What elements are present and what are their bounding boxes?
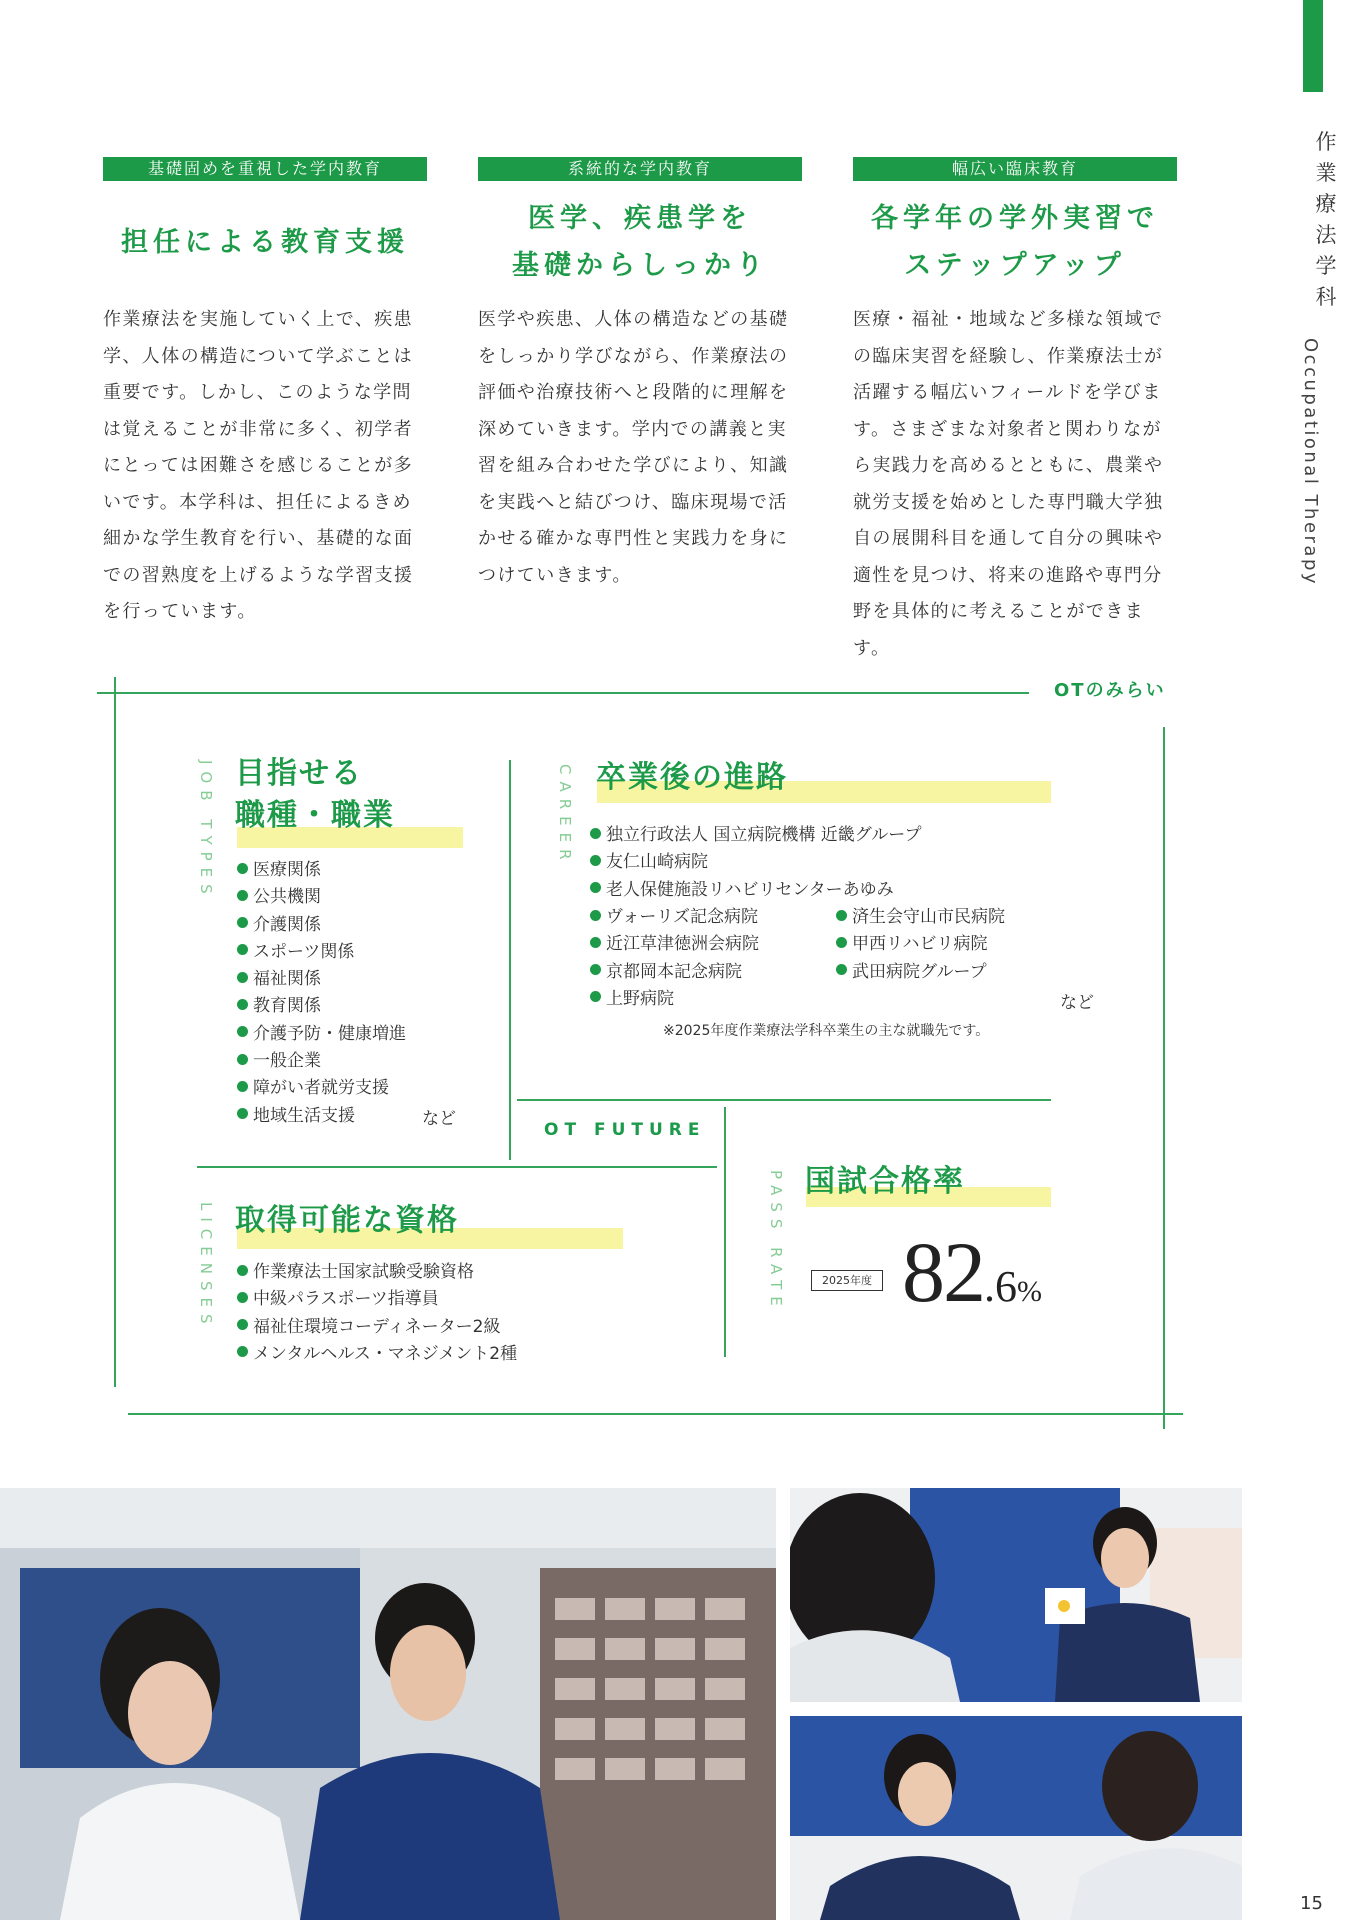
career-list-left bbox=[590, 904, 759, 1013]
column-tag: 基礎固めを重視した学内教育 bbox=[103, 157, 427, 181]
list-item: 甲西リハビリ病院 bbox=[836, 931, 1005, 958]
frame-line-top bbox=[97, 692, 1029, 694]
divider-horizontal-2 bbox=[197, 1166, 717, 1168]
job-types-en: JOB TYPES bbox=[197, 760, 215, 901]
list-item: スポーツ関係 bbox=[237, 939, 406, 966]
list-item: 介護関係 bbox=[237, 912, 406, 939]
licenses-list bbox=[237, 1259, 517, 1368]
list-item: 介護予防・健康増進 bbox=[237, 1021, 406, 1048]
career-note: ※2025年度作業療法学科卒業生の主な就職先です。 bbox=[663, 1023, 990, 1039]
frame-line-right bbox=[1163, 727, 1165, 1429]
photo-therapy-session-bottom bbox=[790, 1716, 1242, 1920]
list-item: 独立行政法人 国立病院機構 近畿グループ bbox=[590, 822, 921, 849]
pass-rate-value: 82.6% bbox=[902, 1224, 1042, 1320]
list-item: 近江草津徳洲会病院 bbox=[590, 931, 759, 958]
column-title: 各学年の学外実習で ステップアップ bbox=[871, 203, 1159, 281]
divider-vertical-2 bbox=[724, 1107, 726, 1357]
list-item: 作業療法士国家試験受験資格 bbox=[237, 1259, 517, 1286]
column-title: 医学、疾患学を 基礎からしっかり bbox=[512, 203, 768, 281]
list-item: 地域生活支援 bbox=[237, 1103, 406, 1130]
photo-students-large bbox=[0, 1488, 776, 1920]
career-list-full bbox=[590, 822, 921, 904]
divider-vertical-1 bbox=[509, 760, 511, 1160]
list-item: 福祉住環境コーディネーター2級 bbox=[237, 1314, 517, 1341]
list-item: 中級パラスポーツ指導員 bbox=[237, 1286, 517, 1313]
sidebar-title-jp: 作業療法学科 bbox=[1315, 130, 1337, 309]
list-item: 福祉関係 bbox=[237, 966, 406, 993]
licenses-title: 取得可能な資格 bbox=[235, 1203, 459, 1238]
list-item: 障がい者就労支援 bbox=[237, 1075, 406, 1102]
list-item: 公共機関 bbox=[237, 884, 406, 911]
ot-future-center-label: OT FUTURE bbox=[544, 1120, 706, 1140]
list-item: 京都岡本記念病院 bbox=[590, 959, 759, 986]
list-item: 武田病院グループ bbox=[836, 959, 1005, 986]
licenses-en: LICENSES bbox=[197, 1202, 215, 1331]
page-number: 15 bbox=[1300, 1893, 1323, 1914]
list-item: 済生会守山市民病院 bbox=[836, 904, 1005, 931]
job-types-title: 目指せる 職種・職業 bbox=[235, 756, 395, 833]
ot-future-label-jp: OTのみらい bbox=[1054, 680, 1166, 701]
column-body: 作業療法を実施していく上で、疾患学、人体の構造について学ぶことは重要です。しかし、このような学問は覚えることが非常に多く、初学者にとっては困難さを感じることが多いです。本学科は、担任によるきめ細かな学生教育を行い、基礎的な面での習熟度を上げるような学習支援を行っています。 bbox=[103, 309, 414, 622]
job-types-list bbox=[237, 857, 406, 1130]
list-item: 医療関係 bbox=[237, 857, 406, 884]
frame-line-bottom bbox=[128, 1413, 1183, 1415]
column-title: 担任による教育支援 bbox=[121, 227, 409, 258]
column-tag: 系統的な学内教育 bbox=[478, 157, 802, 181]
career-title: 卒業後の進路 bbox=[596, 760, 788, 795]
section-tab bbox=[1303, 0, 1323, 92]
frame-line-left bbox=[114, 677, 116, 1387]
list-item: 教育関係 bbox=[237, 993, 406, 1020]
column-body: 医学や疾患、人体の構造などの基礎をしっかり学びながら、作業療法の評価や治療技術へと段階的に理解を深めていきます。学内での講義と実習を組み合わせた学びにより、知識を実践へと結びつけ、臨床現場で活かせる確かな専門性と実践力を身につけていきます。 bbox=[478, 309, 789, 586]
divider-horizontal-1 bbox=[517, 1099, 1051, 1101]
photo-therapy-session-top bbox=[790, 1488, 1242, 1702]
pass-rate-en: PASS RATE bbox=[767, 1170, 785, 1313]
sidebar-title-en: Occupational Therapy bbox=[1300, 338, 1321, 587]
list-item: 上野病院 bbox=[590, 986, 759, 1013]
list-item: ヴォーリズ記念病院 bbox=[590, 904, 759, 931]
job-types-etc: など bbox=[422, 1109, 456, 1129]
career-etc: など bbox=[1060, 993, 1094, 1013]
career-list-right bbox=[836, 904, 1005, 986]
column-tag: 幅広い臨床教育 bbox=[853, 157, 1177, 181]
column-body: 医療・福祉・地域など多様な領域での臨床実習を経験し、作業療法士が活躍する幅広いフィールドを学びます。さまざまな対象者と関わりながら実践力を高めるとともに、農業や就労支援を始めとした専門職大学独自の展開科目を通して自分の興味や適性を見つけ、将来の進路や専門分野を具体的に考えることができます。 bbox=[853, 309, 1164, 659]
list-item: 友仁山崎病院 bbox=[590, 849, 921, 876]
pass-rate-title: 国試合格率 bbox=[805, 1164, 965, 1199]
list-item: 老人保健施設リハビリセンターあゆみ bbox=[590, 877, 921, 904]
list-item: メンタルヘルス・マネジメント2種 bbox=[237, 1341, 517, 1368]
list-item: 一般企業 bbox=[237, 1048, 406, 1075]
pass-rate-year-badge: 2025年度 bbox=[811, 1270, 883, 1291]
career-en: CAREER bbox=[556, 764, 574, 867]
